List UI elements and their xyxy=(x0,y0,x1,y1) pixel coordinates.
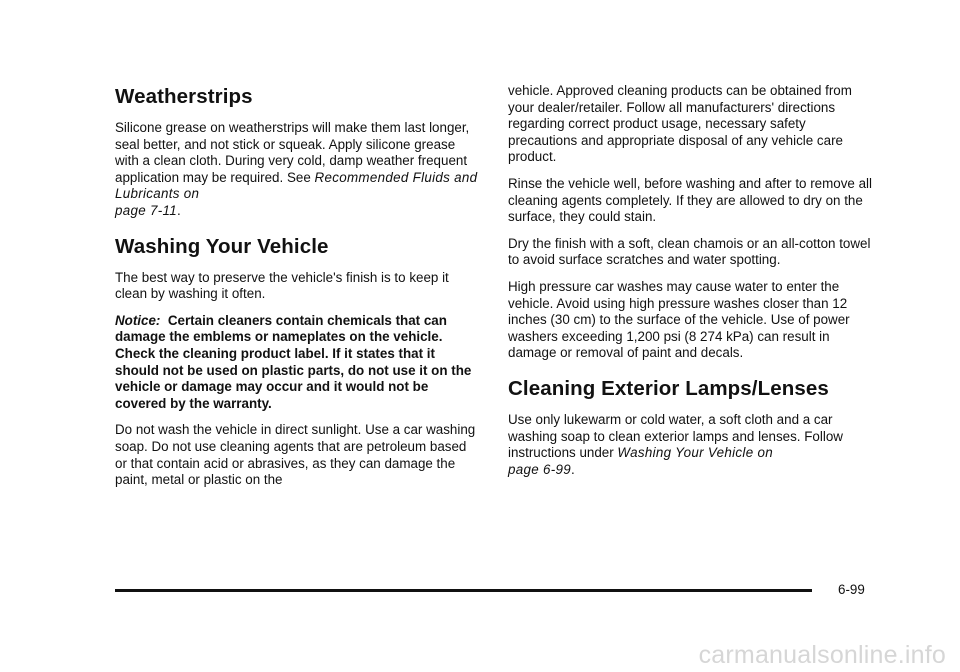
lamps-tail: . xyxy=(571,461,575,477)
weatherstrips-paragraph xyxy=(115,120,481,220)
washing-vehicle-link[interactable]: Washing Your Vehicle on xyxy=(617,445,773,461)
sunlight-paragraph: Do not wash the vehicle in direct sunlight. Use a car washing soap. Do not use cleaning agents that are petroleum based or that contain acid or abrasives, as they can damage the paint, metal or plastic on the xyxy=(115,422,476,488)
page-number: 6-99 xyxy=(838,582,865,597)
weatherstrips-heading: Weatherstrips xyxy=(115,85,253,108)
washing-vehicle-page-link[interactable]: page 6‑99 xyxy=(508,461,572,477)
fluids-lubricants-link[interactable]: Recommended Fluids and Lubricants on xyxy=(115,169,478,202)
notice-paragraph xyxy=(115,313,481,413)
lamps-paragraph xyxy=(508,412,874,478)
rinse-paragraph: Rinse the vehicle well, before washing and after to remove all cleaning agents completely. If they are allowed to dry on the surface, they could stain. xyxy=(508,175,872,225)
notice-text: Certain cleaners contain chemicals that can damage the emblems or nameplates on the vehicle. Check the cleaning product label. If it states that it should not be used on plastic parts, do not use it on the vehicle or damage may occur and it would not be covered by the warranty. xyxy=(115,312,472,411)
right-column xyxy=(508,83,874,488)
site-watermark: carmanualsonline.info xyxy=(698,641,946,669)
washing-intro: The best way to preserve the vehicle's finish is to keep it clean by washing it often. xyxy=(115,269,449,302)
lamps-body: Use only lukewarm or cold water, a soft cloth and a car washing soap to clean exterior lamps and lenses. Follow instructions under xyxy=(508,411,843,461)
pressure-paragraph: High pressure car washes may cause water to enter the vehicle. Avoid using high pressure washes closer than 12 inches (30 cm) to the surface of the vehicle. Use of power washers exceeding 1,200 psi (8 274 kPa) can result in damage or removal of paint and decals. xyxy=(508,278,850,361)
weatherstrips-tail: . xyxy=(177,202,181,218)
lamps-heading: Cleaning Exterior Lamps/Lenses xyxy=(508,376,829,400)
left-column xyxy=(115,84,481,499)
fluids-lubricants-page-link[interactable]: page 7‑11 xyxy=(115,202,178,218)
footer-rule xyxy=(115,589,812,592)
notice-label: Notice: xyxy=(115,312,161,328)
continued-paragraph: vehicle. Approved cleaning products can be obtained from your dealer/retailer. Follow all manufacturers' directions regarding correct product usage, necessary safety precautions and appropriate disposal of any vehicle care product. xyxy=(508,83,852,165)
washing-heading: Washing Your Vehicle xyxy=(115,234,329,258)
dry-paragraph: Dry the finish with a soft, clean chamois or an all-cotton towel to avoid surface scratches and water spotting. xyxy=(508,235,871,268)
weatherstrips-body: Silicone grease on weatherstrips will make them last longer, seal better, and not stick or squeak. Apply silicone grease with a clean cloth. During very cold, damp weather frequent application may be required. See xyxy=(115,120,470,185)
